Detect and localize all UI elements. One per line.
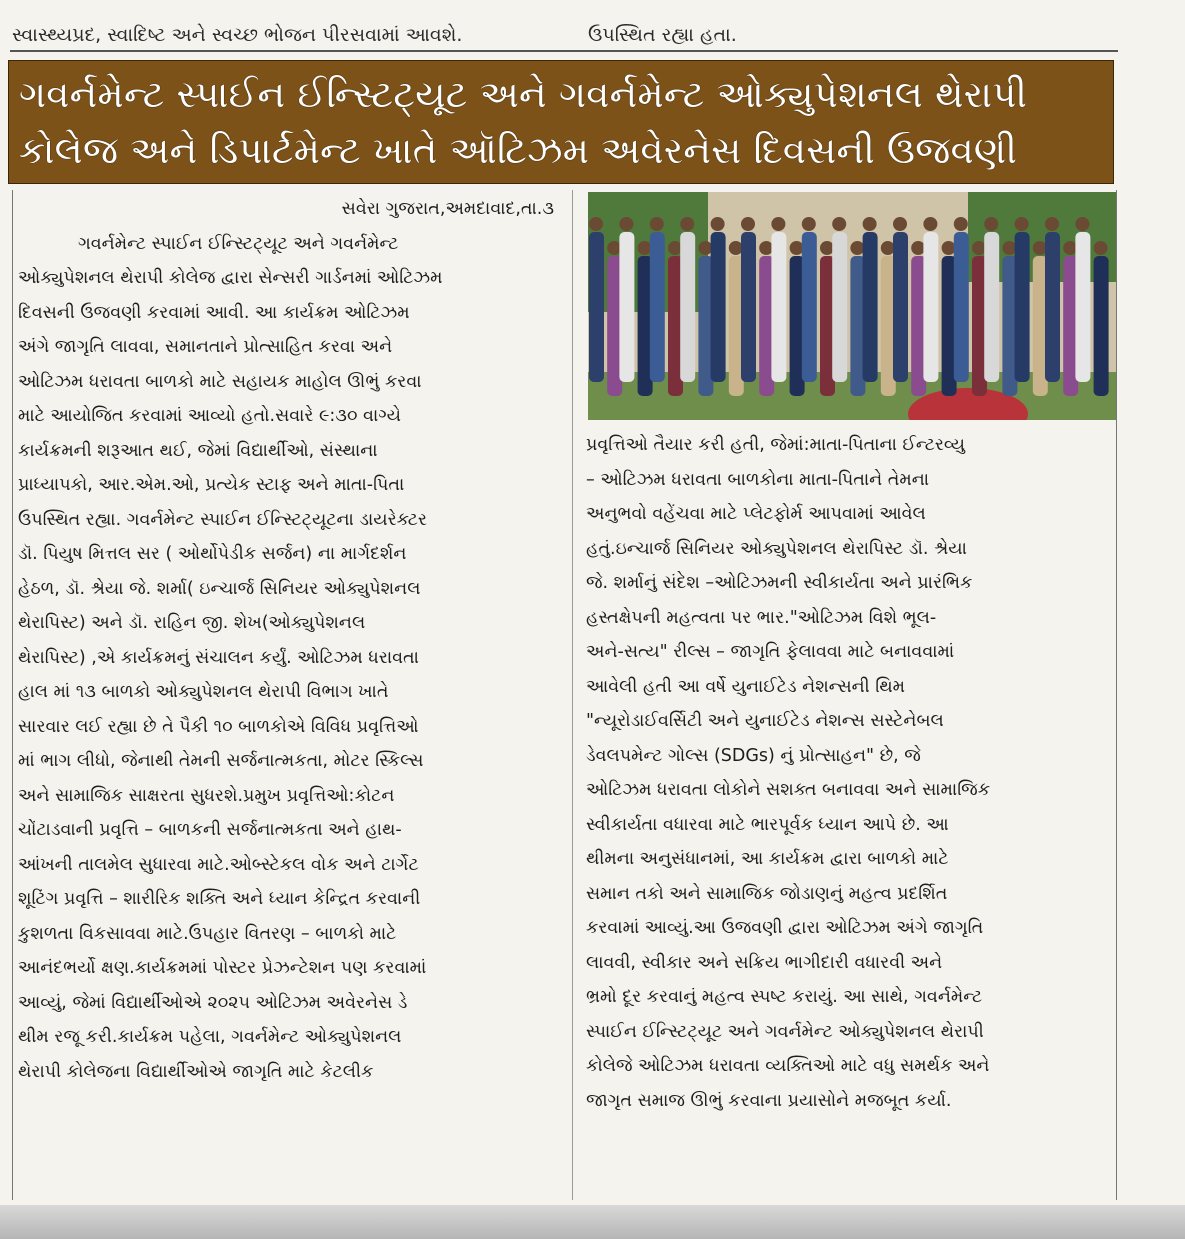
- headline-line-2: કોલેજ અને ડિપાર્ટમેન્ટ ખાતે ઑટિઝમ અવેરનેસ દિવસની ઉજવણી: [19, 129, 1018, 172]
- photo-person-head: [771, 217, 785, 231]
- photo-person-head: [802, 217, 816, 231]
- photo-person-head: [911, 241, 925, 255]
- viewer-bottom-bar: [0, 1205, 1185, 1239]
- photo-person-body: [954, 232, 969, 382]
- right-body-line: થીમના અનુસંધાનમાં, આ કાર્યક્રમ દ્વારા બાળકો માટે: [586, 849, 949, 869]
- photo-person-head: [619, 217, 633, 231]
- photo-person-head: [893, 217, 907, 231]
- right-body-line: કોલેજે ઓટિઝમ ધરાવતા વ્યક્તિઓ માટે વધુ સમર્થક અને: [586, 1056, 990, 1076]
- left-body-line: ચોંટાડવાની પ્રવૃત્તિ – બાળકની સર્જનાત્મકતા અને હાથ-: [18, 820, 402, 840]
- left-body-line: માં ભાગ લીધો, જેનાથી તેમની સર્જનાત્મકતા, મોટર સ્કિલ્સ: [18, 751, 424, 771]
- photo-person-body: [1094, 256, 1109, 396]
- photo-person-head: [954, 217, 968, 231]
- photo-person-head: [759, 241, 773, 255]
- right-body-line: ઓટિઝમ ધરાવતા લોકોને સશક્ત બનાવવા અને સામાજિક: [586, 780, 991, 800]
- right-body-line: લાવવી, સ્વીકાર અને સક્રિય ભાગીદારી વધારવી અને: [586, 952, 943, 973]
- article-right-body: [586, 428, 1116, 1118]
- photo-person-head: [698, 241, 712, 255]
- left-body-line: થેરાપિસ્ટ) ,એ કાર્યક્રમનું સંચાલન કર્યું. ઓટિઝમ ધરાવતા: [18, 647, 419, 668]
- photo-person-head: [923, 217, 937, 231]
- right-body-line: ડેવલપમેન્ટ ગોલ્સ (SDGs) નું પ્રોત્સાહન" છે, જે: [586, 745, 921, 766]
- left-body-line: આનંદભર્યો ક્ષણ.કાર્યક્રમમાં પોસ્ટર પ્રેઝન્ટેશન પણ કરવામાં: [18, 958, 427, 978]
- photo-person-body: [1015, 232, 1030, 382]
- right-body-line: સમાન તકો અને સામાજિક જોડાણનું મહત્વ પ્રદર્શિત: [586, 883, 948, 904]
- column-divider: [572, 190, 573, 1200]
- photo-person-body: [711, 232, 726, 382]
- left-body-line: આવ્યું, જેમાં વિદ્યાર્થીઓએ ૨૦૨૫ ઓટિઝમ અવેરનેસ ડે: [18, 992, 408, 1013]
- left-body-line: ઓટિઝમ ધરાવતા બાળકો માટે સહાયક માહોલ ઊભું કરવા: [18, 371, 422, 392]
- right-body-line: આવેલી હતી આ વર્ષે યુનાઈટેડ નેશન્સની થિમ: [586, 676, 905, 697]
- photo-person-head: [638, 241, 652, 255]
- left-body-line: અંગે જાગૃતિ લાવવા, સમાનતાને પ્રોત્સાહિત કરવા અને: [18, 337, 393, 357]
- photo-person-head: [1002, 241, 1016, 255]
- left-body-line: હાલ માં ૧૩ બાળકો ઓક્યુપેશનલ થેરાપી વિભાગ ખાતે: [18, 682, 389, 702]
- right-body-line: અને-સત્ય" રીલ્સ – જાગૃતિ ફેલાવવા માટે બનાવવામાં: [586, 642, 955, 662]
- left-body-line: પ્રાધ્યાપકો, આર.એમ.ઓ, પ્રત્યેક સ્ટાફ અને માતા-પિતા: [18, 475, 405, 495]
- page-right-margin: [1132, 0, 1185, 1205]
- event-group-photo: [588, 192, 1116, 420]
- previous-article-right-text: ઉપસ્થિત રહ્યા હતા.: [588, 24, 737, 46]
- right-body-line: સ્પાઈન ઈન્સ્ટિટ્યૂટ અને ગવર્નમેન્ટ ઓક્યુપેશનલ થેરાપી: [586, 1021, 984, 1042]
- photo-person-body: [863, 232, 878, 382]
- photo-person-head: [680, 217, 694, 231]
- photo-person-head: [741, 217, 755, 231]
- right-body-line: "ન્યૂરોડાઈવર્સિટી અને યુનાઈટેડ નેશન્સ સસ્ટેનેબલ: [586, 711, 944, 731]
- left-body-line: સારવાર લઈ રહ્યા છે તે પૈકી ૧૦ બાળકોએ વિવિધ પ્રવૃત્તિઓ: [18, 716, 419, 737]
- photo-person-head: [863, 217, 877, 231]
- left-body-line: આંખની તાલમેલ સુધારવા માટે.ઓબ્સ્ટેકલ વોક અને ટાર્ગેટ: [18, 854, 419, 875]
- photo-person-body: [1045, 232, 1060, 382]
- photo-person-head: [1094, 241, 1108, 255]
- right-body-line: ભ્રમો દૂર કરવાનું મહત્વ સ્પષ્ટ કરાયું. આ સાથે, ગવર્નમેન્ટ: [586, 987, 983, 1007]
- photo-person-body: [650, 232, 665, 382]
- right-body-line: – ઓટિઝમ ધરાવતા બાળકોના માતા-પિતાને તેમના: [586, 469, 930, 490]
- photo-person-head: [1015, 217, 1029, 231]
- photo-person-head: [972, 241, 986, 255]
- article-column-left: [18, 192, 566, 1089]
- photo-person-head: [589, 217, 603, 231]
- article-column-right: [586, 428, 1116, 1118]
- previous-article-right-tail: [588, 20, 1128, 50]
- photo-person-head: [881, 241, 895, 255]
- photo-person-head: [729, 241, 743, 255]
- previous-article-left-text: સ્વાસ્થ્યપ્રદ, સ્વાદિષ્ટ અને સ્વચ્છ ભોજન પીરસવામાં આવશે.: [12, 24, 463, 46]
- photo-person-head: [832, 217, 846, 231]
- photo-person-head: [1075, 217, 1089, 231]
- left-body-line: કાર્યક્રમની શરૂઆત થઈ, જેમાં વિદ્યાર્થીઓ, સંસ્થાના: [18, 440, 378, 461]
- left-body-line: ઉપસ્થિત રહ્યા. ગવર્નમેન્ટ સ્પાઈન ઈન્સ્ટિટ્યૂટના ડાયરેક્ટર: [18, 509, 427, 530]
- left-body-line: હેઠળ, ડૉ. શ્રેયા જે. શર્મા( ઇન્ચાર્જ સિનિયર ઓક્યુપેશનલ: [18, 578, 421, 599]
- article-left-body: [18, 227, 566, 1090]
- photo-person-head: [820, 241, 834, 255]
- photo-person-head: [1063, 241, 1077, 255]
- left-body-line: માટે આયોજિત કરવામાં આવ્યો હતો.સવારે ૯:૩૦ વાગ્યે: [18, 406, 401, 426]
- photo-person-body: [680, 232, 695, 382]
- left-body-line: શૂટિંગ પ્રવૃત્તિ – શારીરિક શક્તિ અને ધ્યાન કેન્દ્રિત કરવાની: [18, 889, 421, 909]
- right-body-line: હતું.ઇન્ચાર્જ સિનિયર ઓક્યુપેશનલ થેરાપિસ્ટ ડૉ. શ્રેયા: [586, 538, 967, 559]
- right-body-line: પ્રવૃત્તિઓ તૈયાર કરી હતી, જેમાં:માતા-પિતાના ઈન્ટરવ્યુ: [586, 435, 965, 455]
- group-photo-image: [588, 192, 1116, 420]
- right-body-line: હસ્તક્ષેપની મહત્વતા પર ભાર."ઓટિઝમ વિશે ભૂલ-: [586, 607, 937, 628]
- photo-person-body: [1075, 232, 1090, 382]
- headline-banner: [8, 60, 1114, 184]
- left-body-line: ગવર્નમેન્ટ સ્પાઈન ઈન્સ્ટિટ્યૂટ અને ગવર્નમેન્ટ: [78, 233, 399, 254]
- right-body-line: કરવામાં આવ્યું.આ ઉજવણી દ્વારા ઓટિઝમ અંગે જાગૃતિ: [586, 918, 984, 938]
- photo-person-head: [1045, 217, 1059, 231]
- photo-person-body: [832, 232, 847, 382]
- photo-person-head: [1033, 241, 1047, 255]
- photo-person-body: [741, 232, 756, 382]
- photo-person-head: [711, 217, 725, 231]
- left-body-line: થેરાપી કોલેજના વિદ્યાર્થીઓએ જાગૃતિ માટે કેટલીક: [18, 1061, 374, 1082]
- photo-person-body: [619, 232, 634, 382]
- article-dateline: સવેરા ગુજરાત,અમદાવાદ,તા.૩: [341, 199, 554, 219]
- left-body-line: થીમ રજૂ કરી.કાર્યક્રમ પહેલા, ગવર્નમેન્ટ ઓક્યુપેશનલ: [18, 1027, 402, 1047]
- photo-person-head: [650, 217, 664, 231]
- left-body-line: થેરાપિસ્ટ) અને ડૉ. રાહિન જી. શેખ(ઓક્યુપેશનલ: [18, 613, 366, 633]
- photo-person-body: [802, 232, 817, 382]
- right-body-line: અનુભવો વહેંચવા માટે પ્લેટફોર્મ આપવામાં આવેલ: [586, 504, 926, 524]
- right-body-line: જાગૃત સમાજ ઊભું કરવાના પ્રયાસોને મજબૂત કર્યા.: [586, 1090, 952, 1111]
- photo-person-body: [923, 232, 938, 382]
- photo-person-head: [668, 241, 682, 255]
- photo-person-head: [850, 241, 864, 255]
- photo-person-body: [984, 232, 999, 382]
- headline-line-1: ગવર્નમેન્ટ સ્પાઈન ઈન્સ્ટિટ્યૂટ અને ગવર્નમેન્ટ ઓક્યુપેશનલ થેરાપી: [19, 73, 1028, 116]
- left-body-line: દિવસની ઉજવણી કરવામાં આવી. આ કાર્યક્રમ ઓટિઝમ: [18, 302, 410, 323]
- photo-person-head: [790, 241, 804, 255]
- left-body-line: કુશળતા વિકસાવવા માટે.ઉપહાર વિતરણ – બાળકો માટે: [18, 923, 397, 944]
- left-body-line: ઓક્યુપેશનલ થેરાપી કોલેજ દ્વારા સેન્સરી ગાર્ડનમાં ઓટિઝમ: [18, 268, 443, 288]
- section-rule: [10, 50, 1118, 52]
- previous-article-left-tail: [12, 20, 572, 50]
- photo-person-body: [771, 232, 786, 382]
- column-border-left: [12, 190, 13, 1200]
- right-body-line: જે. શર્માનું સંદેશ –ઓટિઝમની સ્વીકાર્યતા અને પ્રારંભિક: [586, 573, 973, 593]
- left-body-line: ડૉ. પિયુષ મિત્તલ સર ( ઓર્થોપેડીક સર્જન) ના માર્ગદર્શન: [18, 544, 407, 564]
- photo-person-head: [607, 241, 621, 255]
- photo-person-body: [589, 232, 604, 382]
- left-body-line: અને સામાજિક સાક્ષરતા સુધરશે.પ્રમુખ પ્રવૃત્તિઓ:કોટન: [18, 785, 395, 806]
- photo-person-head: [984, 217, 998, 231]
- photo-person-body: [893, 232, 908, 382]
- photo-person-head: [942, 241, 956, 255]
- column-border-right: [1116, 190, 1117, 1200]
- previous-article-strip: [0, 0, 1185, 52]
- right-body-line: સ્વીકાર્યતા વધારવા માટે ભારપૂર્વક ધ્યાન આપે છે. આ: [586, 814, 949, 835]
